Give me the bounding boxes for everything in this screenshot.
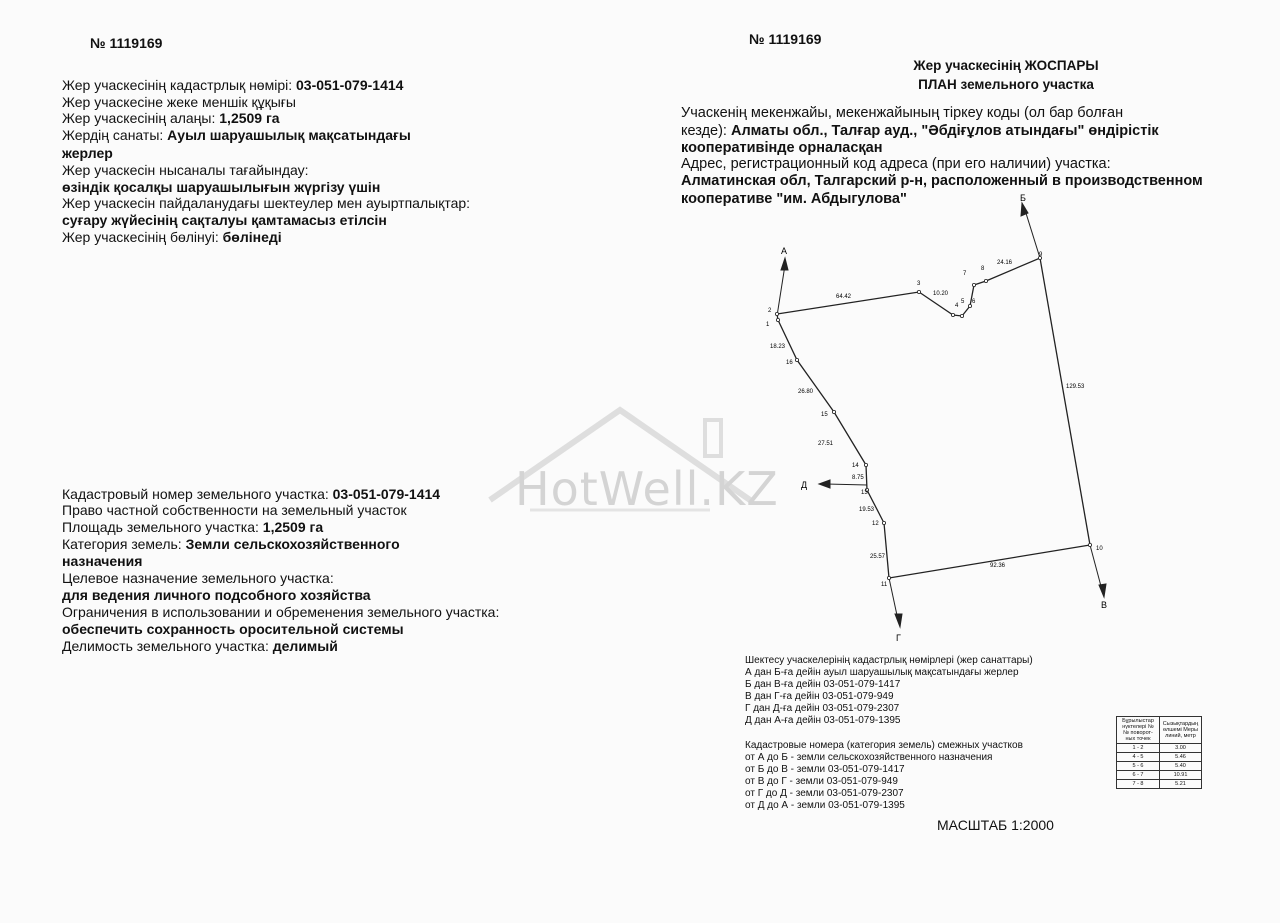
point-label: 13 — [861, 490, 868, 496]
point-label: 8 — [981, 266, 985, 272]
segment-label: 10.20 — [933, 291, 949, 297]
kz-cadastral-label: Жер учаскесінің кадастрлық нөмірі: — [62, 77, 297, 93]
ru-purpose-label: Целевое назначение земельного участка: — [62, 570, 334, 586]
ru-ownership: Право частной собственности на земельный участок — [62, 502, 407, 518]
segment-label: 26.80 — [798, 389, 814, 395]
boundary-points — [775, 256, 1091, 579]
neighbors-ru-row: от Г до Д - земли 03-051-079-2307 — [745, 788, 904, 799]
plot-boundary — [777, 258, 1090, 578]
neighbors-ru-heading: Кадастровые номера (категория земель) смежных участков — [745, 740, 1023, 751]
kz-divisibility-value: бөлінеді — [222, 229, 282, 245]
neighbors-kz-row: В дан Г-ға дейін 03-051-079-949 — [745, 691, 894, 702]
kz-cadastral-value: 03-051-079-1414 — [296, 77, 404, 93]
ru-restrictions-value: обеспечить сохранность оросительной системы — [62, 621, 404, 637]
kz-divisibility-label: Жер учаскесінің бөлінуі: — [62, 229, 223, 245]
arrow-g-head — [895, 614, 902, 627]
dir-label-b: Б — [1020, 193, 1026, 203]
segment-label: 18.23 — [770, 344, 786, 350]
segment-label: 129.53 — [1066, 384, 1085, 390]
kz-purpose-label: Жер учаскесін нысаналы тағайындау: — [62, 162, 309, 178]
neighbors-kz-row: Б дан В-ға дейін 03-051-079-1417 — [745, 679, 901, 690]
doc-number-right: № 1119169 — [749, 31, 822, 47]
address-kz-label-cont: кезде): — [681, 123, 731, 139]
kz-area-label: Жер учаскесінің алаңы: — [62, 110, 220, 126]
ru-category-value-cont: назначения — [62, 553, 143, 569]
kz-category-label: Жердің санаты: — [62, 127, 168, 143]
neighbors-ru-row: от Б до В - земли 03-051-079-1417 — [745, 764, 905, 775]
point-label: 14 — [852, 463, 859, 469]
table-header-points: Бұрылыстар нүктелері № № поворот-ных точек — [1117, 717, 1160, 744]
neighbors-kz-heading: Шектесу учаскелерінің кадастрлық нөмірлері (жер санаттары) — [745, 655, 1033, 666]
ru-divisibility-value: делимый — [272, 638, 338, 654]
neighbors-kz-row: Г дан Д-ға дейін 03-051-079-2307 — [745, 703, 900, 714]
table-row: 6 - 7 10.91 — [1117, 771, 1202, 780]
point-label: 6 — [972, 299, 976, 305]
ru-cadastral-label: Кадастровый номер земельного участка: — [62, 486, 333, 502]
point-label: 3 — [917, 281, 921, 287]
segment-length-labels — [770, 260, 1085, 569]
address-kz-value: Алматы обл., Талғар ауд., "Әбдіғұлов атындағы" өндірістік — [731, 123, 1159, 139]
point-label: 1 — [766, 322, 770, 328]
ru-restrictions-label: Ограничения в использовании и обременения земельного участка: — [62, 604, 500, 620]
segment-label: 8.75 — [852, 475, 864, 481]
kz-area-value: 1,2509 га — [219, 110, 280, 126]
ru-divisibility-label: Делимость земельного участка: — [62, 638, 273, 654]
plan-title-kz: Жер учаскесінің ЖОСПАРЫ — [913, 58, 1099, 73]
point-label: 10 — [1096, 546, 1103, 552]
address-ru-label: Адрес, регистрационный код адреса (при его наличии) участка: — [681, 156, 1111, 172]
point-label: 2 — [768, 308, 772, 314]
point-label: 7 — [963, 271, 967, 277]
neighbors-ru-row: от А до Б - земли сельскохозяйственного назначения — [745, 752, 993, 763]
address-ru-value-cont: кооперативе "им. Абдыгулова" — [681, 191, 907, 207]
segment-lengths-table — [1116, 716, 1202, 789]
address-kz-label: Учаскенің мекенжайы, мекенжайының тіркеу коды (ол бар болған — [681, 105, 1124, 121]
doc-number-left: № 1119169 — [90, 35, 163, 51]
kz-restrictions-label: Жер учаскесін пайдаланудағы шектеулер мен ауыртпалықтар: — [62, 195, 471, 211]
table-row: 1 - 2 3.00 — [1117, 744, 1202, 753]
dir-label-v: В — [1101, 600, 1108, 610]
point-label: 4 — [955, 303, 959, 309]
point-label: 11 — [881, 582, 888, 588]
table-row: 7 - 8 5.21 — [1117, 780, 1202, 789]
segment-label: 92.36 — [990, 563, 1006, 569]
kz-purpose-value: өзіндік қосалқы шаруашылығын жүргізу үшін — [62, 179, 381, 195]
ru-purpose-value: для ведения личного подсобного хозяйства — [62, 587, 371, 603]
ru-area-value: 1,2509 га — [262, 519, 324, 535]
ru-cadastral-value: 03-051-079-1414 — [332, 486, 441, 502]
dir-label-g: Г — [896, 633, 901, 643]
point-label: 12 — [872, 521, 879, 527]
ru-category-value: Земли сельскохозяйственного — [185, 536, 400, 552]
scale-label: МАСШТАБ 1:2000 — [937, 817, 1054, 833]
point-label: 15 — [821, 412, 828, 418]
neighbors-ru-row: от Д до А - земли 03-051-079-1395 — [745, 800, 905, 811]
neighbors-kz-row: А дан Б-ға дейін ауыл шаруашылық мақсатындағы жерлер — [745, 667, 1019, 678]
point-label: 16 — [786, 360, 793, 366]
kz-restrictions-value: суғару жүйесінің сақталуы қамтамасыз етілсін — [62, 212, 387, 228]
point-label: 5 — [961, 299, 965, 305]
watermark-text: HotWell.KZ — [515, 462, 779, 516]
kz-ownership: Жер учаскесіне жеке меншік құқығы — [62, 94, 296, 110]
table-row: 4 - 5 5.46 — [1117, 753, 1202, 762]
segment-label: 27.51 — [818, 441, 834, 447]
kz-category-value: Ауыл шаруашылық мақсатындағы — [167, 127, 411, 143]
neighbors-ru-row: от В до Г - земли 03-051-079-949 — [745, 776, 898, 787]
kz-category-value-cont: жерлер — [62, 145, 113, 161]
segment-label: 19.53 — [859, 507, 875, 513]
neighbors-kz-row: Д дан А-ға дейін 03-051-079-1395 — [745, 715, 901, 726]
arrow-d-head — [819, 480, 830, 488]
address-kz-value-cont: кооперативінде орналасқан — [681, 140, 883, 156]
table-row: 5 - 6 5.40 — [1117, 762, 1202, 771]
ru-category-label: Категория земель: — [62, 536, 186, 552]
address-ru-value: Алматинская обл, Талгарский р-н, расположенный в производственном — [681, 173, 1203, 189]
segment-label: 25.57 — [870, 554, 886, 560]
dir-label-a: А — [781, 246, 788, 256]
segment-label: 24.16 — [997, 260, 1013, 266]
arrow-a-head — [781, 258, 788, 270]
dir-label-d: Д — [801, 480, 808, 490]
ru-area-label: Площадь земельного участка: — [62, 519, 263, 535]
table-header-lengths: Сызықтардың өлшемі Меры линий, метр — [1160, 717, 1202, 744]
plan-title-ru: ПЛАН земельного участка — [918, 77, 1094, 92]
arrow-v-head — [1099, 584, 1106, 597]
point-label: 9 — [1039, 252, 1043, 258]
arrow-b-head — [1021, 203, 1028, 216]
segment-label: 64.42 — [836, 294, 852, 300]
